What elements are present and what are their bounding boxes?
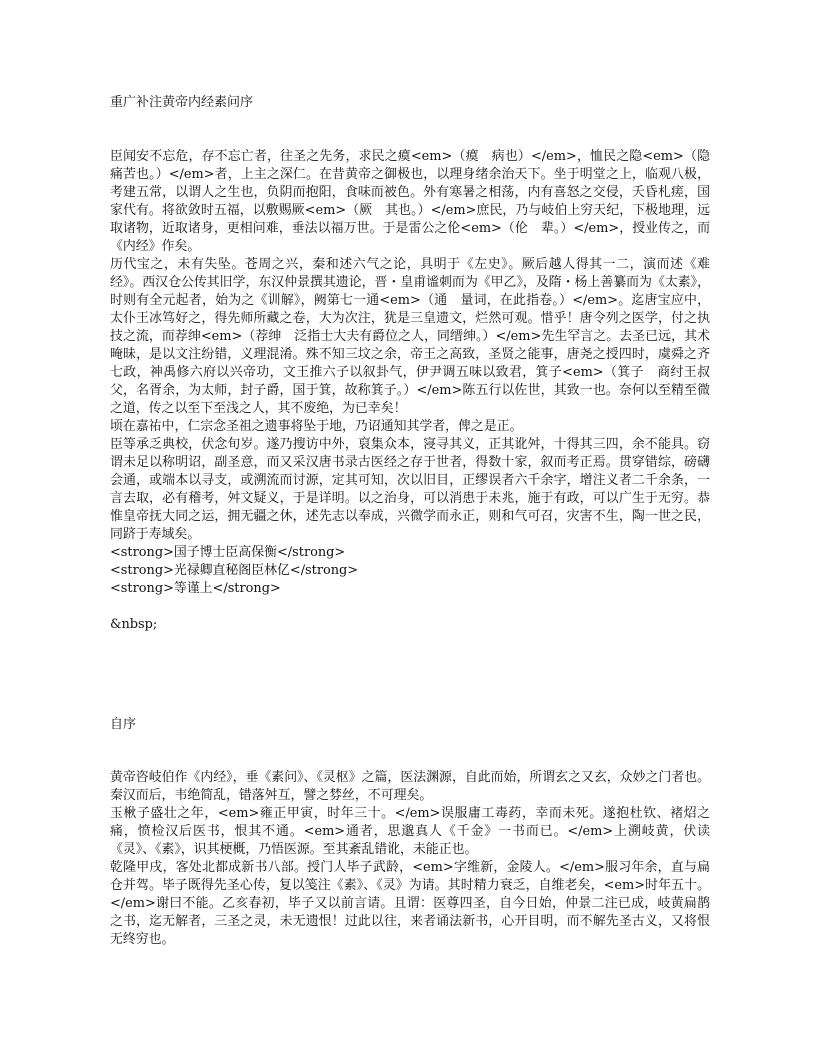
signature-line: <strong>光禄卿直秘阁臣林亿</strong> xyxy=(110,563,359,578)
signature-line: <strong>等谨上</strong> xyxy=(110,581,281,596)
preface-body xyxy=(110,148,723,634)
signature-line: <strong>国子博士臣高保衡</strong> xyxy=(110,545,346,560)
paragraph: 历代宝之，未有失坠。苍周之兴，秦和述六气之论，具明于《左史》。厥后越人得其一二，演而述《难经》。西汉仓公传其旧学，东汉仲景撰其遗论，晋・皇甫谧刺而为《甲乙》，及隋・杨上善纂而为《太素》，时则有全元起者，始为之《训解》，阙第七一通<em>（通 量词，在此指卷。）</em>。迄唐宝应中，太仆王冰笃好之，得先师所藏之卷，大为次注，犹是三皇遗文，烂然可观。惜乎！唐令列之医学，付之执技之流，而荐绅<em>（荐绅 泛指士大夫有爵位之人，同缙绅。）</em>先生罕言之。去圣已远，其术晻昧，是以文注纷错，义理混淆。殊不知三坟之余，帝王之高致，圣贤之能事，唐尧之授四时，虞舜之齐七政，神禹修六府以兴帝功，文王推六子以叙卦气，伊尹调五味以致君，箕子<em>（箕子 商纣王叔父，名胥余，为太师，封子爵，国于箕，故称箕子。）</em>陈五行以佐世，其致一也。奈何以至精至微之道，传之以至下至浅之人，其不废绝，为已幸矣！ xyxy=(110,257,710,416)
paragraph: 臣等承乏典校，伏念旬岁。遂乃搜访中外，裒集众本，寖寻其义，正其讹舛，十得其三四，余不能具。窃谓未足以称明诏，副圣意，而又采汉唐书录古医经之存于世者，得数十家，叙而考正焉。贯穿错综，磅礴会通，或端本以寻支，或溯流而讨源，定其可知，次以旧目，正缪误者六千余字，增注义者二千余条，一言去取，必有稽考，舛文疑义，于是详明。以之治身，可以消患于未兆，施于有政，可以广生于无穷。恭惟皇帝抚大同之运，拥无疆之休，述先志以奉成，兴微学而永正，则和气可召，灾害不生，陶一世之民，同跻于寿域矣。 xyxy=(110,437,710,542)
preface-title: 重广补注黄帝内经素问序 xyxy=(110,95,254,110)
self-preface-title: 自序 xyxy=(110,717,137,732)
paragraph: 顷在嘉祐中，仁宗念圣祖之遗事将坠于地，乃诏通知其学者，俾之是正。 xyxy=(110,419,523,434)
nbsp-entity-text: &nbsp; xyxy=(110,617,158,632)
self-preface-body xyxy=(110,769,710,949)
paragraph: 黄帝咨岐伯作《内经》，垂《素问》、《灵枢》之篇，医法渊源，自此而始，所谓玄之又玄，众妙之门者也。秦汉而后，韦绝简乱，错落舛互，譬之棼丝，不可理矣。 xyxy=(110,770,710,803)
paragraph: 乾隆甲戌，客处北都成新书八部。授门人毕子武龄，<em>字维新，金陵人。</em>服习年余，直与扁仓并驾。毕子既得先圣心传，复以笺注《素》、《灵》为请。其时精力衰乏，自维老矣，<em>时年五十。</em>谢曰不能。乙亥春初，毕子又以前言请。且谓：医尊四圣，自今日始，仲景二注已成，岐黄扁鹊之书，迄无解者，三圣之灵，未无遗恨！过此以往，来者诵法新书，心开目明，而不解先圣古义，又将恨无终穷也。 xyxy=(110,860,710,947)
paragraph: 玉楸子盛壮之年，<em>雍正甲寅，时年三十。</em>误服庸工毒药，幸而未死。遂抱杜钦、褚炤之痛，愤检汉后医书，恨其不通。<em>通者，思邈真人《千金》一书而已。</em>上溯岐黄，伏读《灵》、《素》，识其梗概，乃悟医源。至其紊乱错讹，未能正也。 xyxy=(110,806,710,857)
paragraph: 臣闻安不忘危，存不忘亡者，往圣之先务，求民之瘼<em>（瘼 病也）</em>，恤民之隐<em>（隐 痛苦也。）</em>者，上主之深仁。在昔黄帝之御极也，以理身绪余治天下。坐于明堂之上，临观八极，考建五常，以谓人之生也，负阴而抱阳，食味而被色。外有寒暑之相荡，内有喜怒之交侵，夭昏札瘥，国家代有。将欲敛时五福，以敷赐厥<em>（厥 其也。）</em>庶民，乃与岐伯上穷天纪，下极地理，远取诸物，近取诸身，更相问难，垂法以福万世。于是雷公之伦<em>（伦 辈。）</em>，授业传之，而《内经》作矣。 xyxy=(110,149,723,254)
